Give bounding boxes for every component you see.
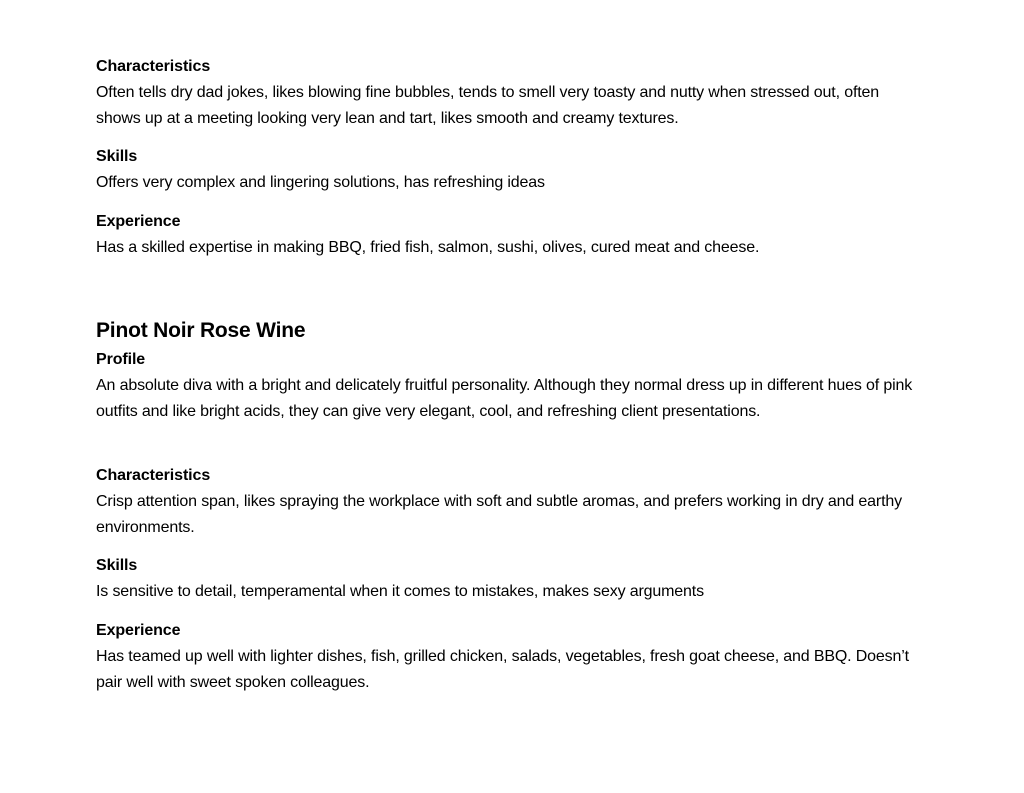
prev-characteristics-section	[96, 54, 926, 132]
section-heading: Skills	[96, 148, 138, 165]
pinot-characteristics-section	[96, 463, 926, 541]
section-heading: Characteristics	[96, 58, 211, 75]
wine-title: Pinot Noir Rose Wine	[96, 319, 306, 342]
pinot-experience-section	[96, 618, 926, 696]
section-text: Crisp attention span, likes spraying the workplace with soft and subtle aromas, and prefers working in dry and earthy environments.	[96, 493, 902, 536]
prev-skills-section	[96, 144, 545, 196]
section-heading: Experience	[96, 622, 181, 639]
section-heading: Profile	[96, 351, 146, 368]
section-text: Is sensitive to detail, temperamental when it comes to mistakes, makes sexy arguments	[96, 583, 704, 600]
section-text: Often tells dry dad jokes, likes blowing fine bubbles, tends to smell very toasty and nutty when stressed out, often shows up at a meeting looking very lean and tart, likes smooth and creamy textures.	[96, 84, 880, 127]
pinot-skills-section	[96, 553, 704, 605]
section-heading: Skills	[96, 557, 138, 574]
pinot-profile-section	[96, 347, 926, 425]
section-heading: Characteristics	[96, 467, 211, 484]
section-text: Has teamed up well with lighter dishes, fish, grilled chicken, salads, vegetables, fresh goat cheese, and BBQ. Doesn’t pair well with sweet spoken colleagues.	[96, 648, 909, 691]
section-heading: Experience	[96, 213, 181, 230]
section-text: Has a skilled expertise in making BBQ, fried fish, salmon, sushi, olives, cured meat and cheese.	[96, 239, 760, 256]
section-text: Offers very complex and lingering solutions, has refreshing ideas	[96, 174, 545, 191]
prev-experience-section	[96, 209, 759, 261]
section-text: An absolute diva with a bright and delicately fruitful personality. Although they normal dress up in different hues of pink outfits and like bright acids, they can give very elegant, cool, and refreshing client presentations.	[96, 377, 913, 420]
